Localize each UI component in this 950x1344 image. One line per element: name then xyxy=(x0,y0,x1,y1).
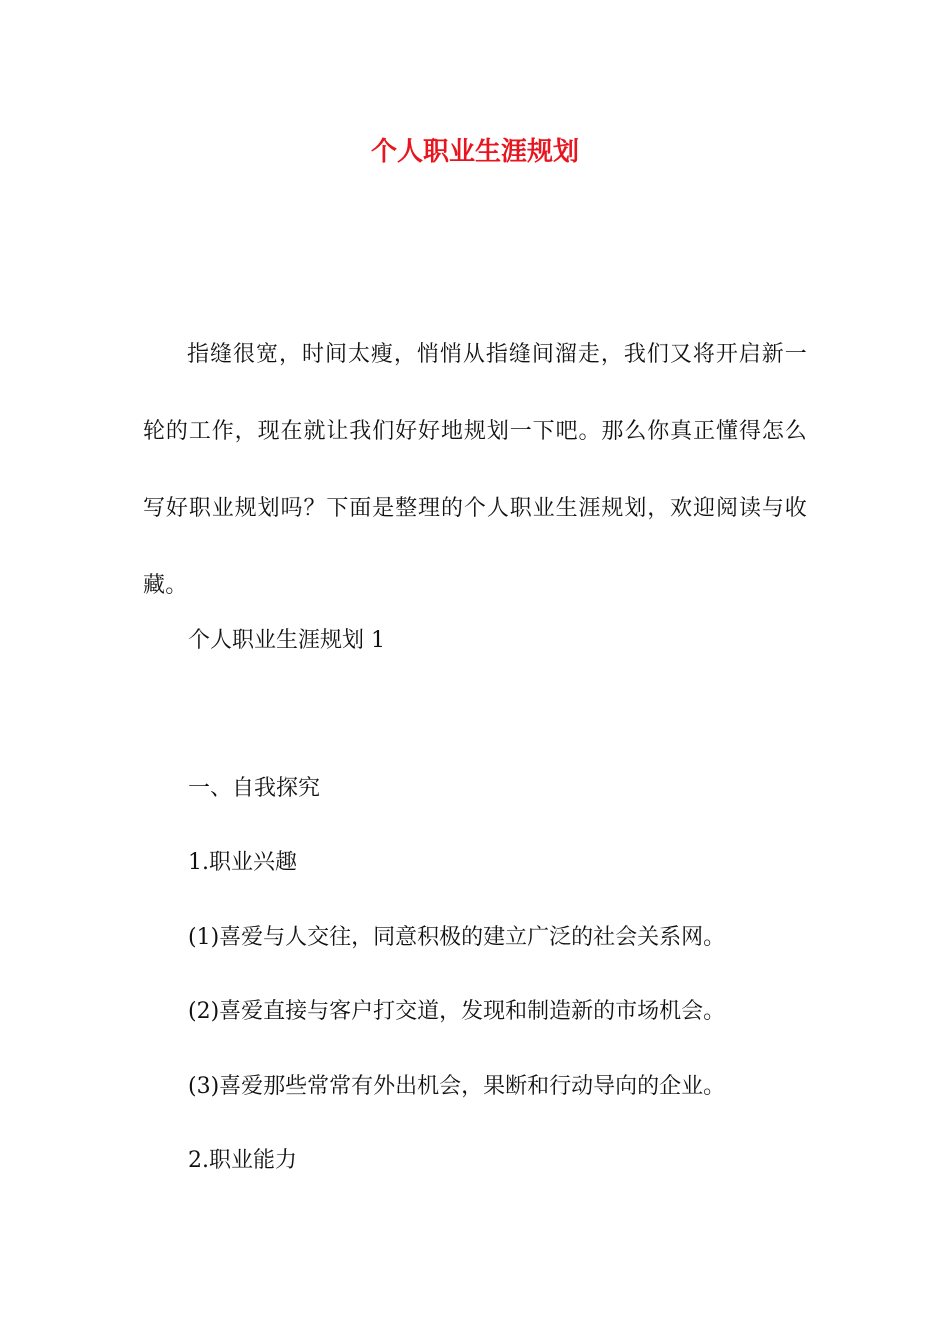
item-heading-career-ability: 2.职业能力 xyxy=(188,1148,297,1173)
list-item: (3)喜爱那些常常有外出机会，果断和行动导向的企业。 xyxy=(188,1074,726,1099)
intro-paragraph: 指缝很宽，时间太瘦，悄悄从指缝间溜走，我们又将开启新一轮的工作，现在就让我们好好地规划一下吧。那么你真正懂得怎么写好职业规划吗？下面是整理的个人职业生涯规划，欢迎阅读与收藏。 xyxy=(143,342,807,598)
document-title: 个人职业生涯规划 xyxy=(370,137,579,167)
plan-subtitle: 个人职业生涯规划 1 xyxy=(188,628,385,653)
list-item: (1)喜爱与人交往，同意积极的建立广泛的社会关系网。 xyxy=(188,925,726,950)
item-heading-career-interest: 1.职业兴趣 xyxy=(188,850,297,875)
section-heading-self-exploration: 一、自我探究 xyxy=(188,776,321,801)
list-item: (2)喜爱直接与客户打交道，发现和制造新的市场机会。 xyxy=(188,999,726,1024)
